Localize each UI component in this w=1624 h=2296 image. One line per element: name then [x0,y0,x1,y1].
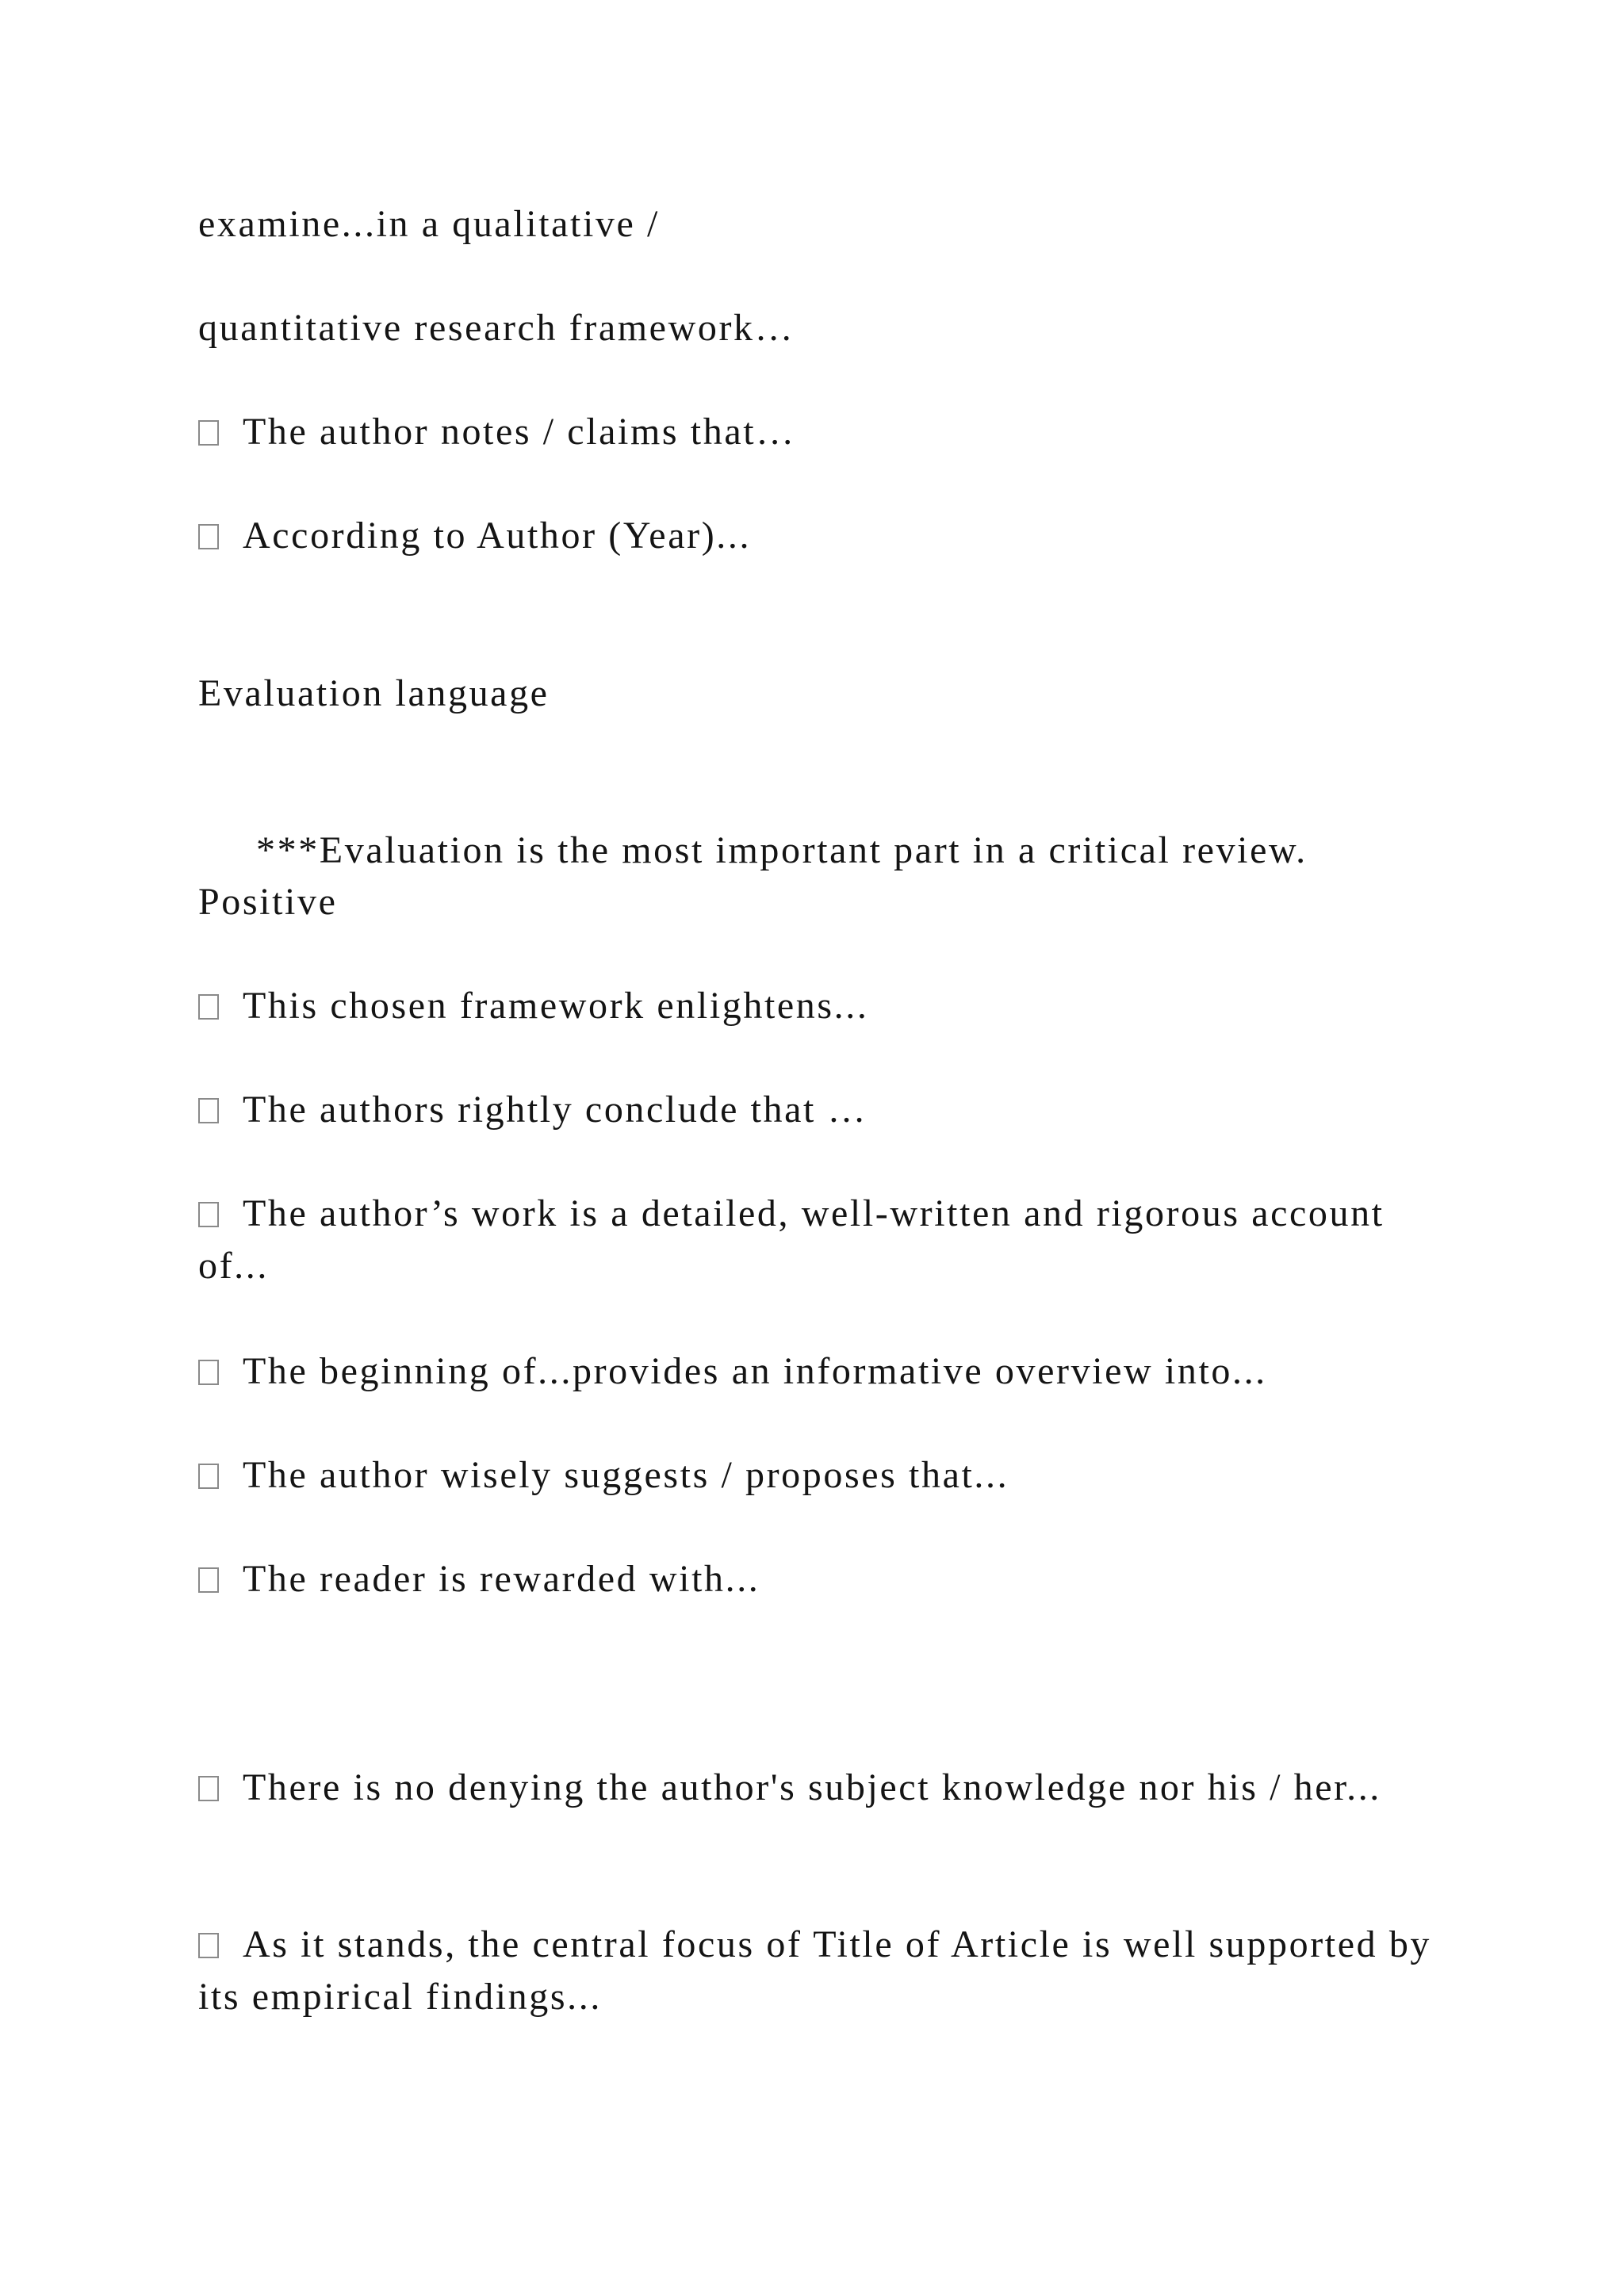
missing-glyph-box-icon [198,1202,219,1227]
line-text: The reader is rewarded with... [243,1558,760,1600]
section-heading [198,668,1435,720]
text-line [198,302,1435,354]
line-text: The author notes / claims that… [243,411,796,453]
missing-glyph-box-icon [198,1098,219,1123]
line-text: According to Author (Year)... [243,515,752,557]
line-text: There is no denying the author's subject knowledge nor his / her... [243,1766,1381,1808]
line-text: examine...in a qualitative / [198,203,660,245]
line-text: The author’s work is a detailed, well-written and rigorous account of... [198,1192,1385,1287]
subsection-heading [198,876,1435,928]
text-line [198,198,1435,251]
line-text: Positive [198,881,338,923]
missing-glyph-box-icon [198,1464,219,1489]
missing-glyph-box-icon [198,1933,219,1958]
bullet-item [198,1919,1435,2023]
bullet-item [198,1762,1435,1814]
line-text: quantitative research framework… [198,307,795,349]
bullet-item [198,1449,1435,1502]
line-text: The authors rightly conclude that … [243,1089,868,1131]
line-text: As it stands, the central focus of Title of Article is well supported by its empirical findings... [198,1923,1432,2018]
missing-glyph-box-icon [198,1360,219,1385]
line-text: This chosen framework enlightens... [243,985,869,1027]
bullet-item [198,1345,1435,1398]
missing-glyph-box-icon [198,994,219,1020]
missing-glyph-box-icon [198,420,219,446]
bullet-item [198,1084,1435,1136]
bullet-item [198,406,1435,458]
bullet-item [198,510,1435,562]
line-text: The author wisely suggests / proposes that... [243,1454,1009,1496]
missing-glyph-box-icon [198,1567,219,1593]
bullet-item [198,1188,1435,1292]
bullet-item [198,1553,1435,1605]
line-text: ***Evaluation is the most important part in a critical review. [244,829,1308,871]
line-text: Evaluation language [198,672,550,714]
bullet-item [198,980,1435,1032]
missing-glyph-box-icon [198,524,219,549]
line-text: The beginning of...provides an informative overview into... [243,1350,1267,1392]
missing-glyph-box-icon [198,1776,219,1801]
